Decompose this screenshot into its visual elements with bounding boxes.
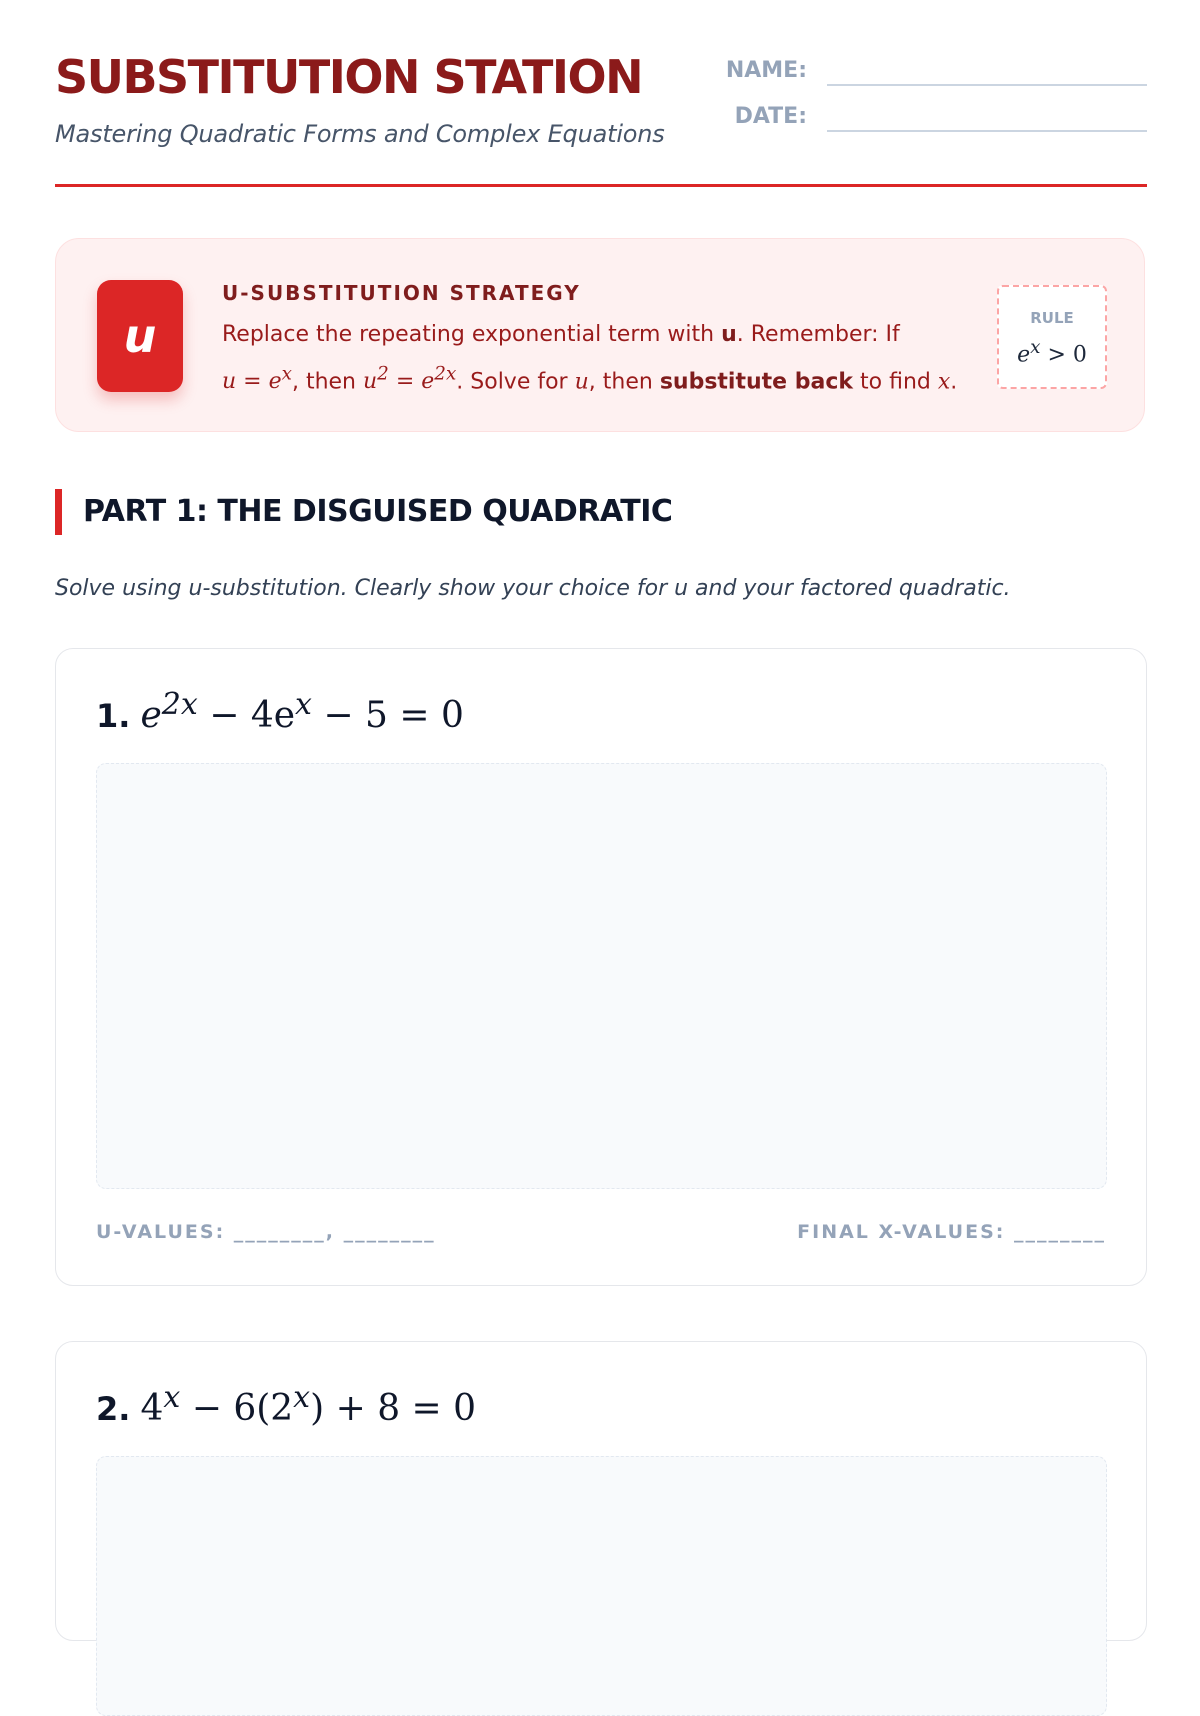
problem-card-1 <box>55 648 1147 1286</box>
strategy-text-7: . <box>950 369 958 395</box>
problem-2-equation <box>96 1380 476 1429</box>
problem-1-expression: $e^{2x} - 4e^x - 5 = 0$ <box>140 687 464 736</box>
problem-1-final-x-values: FINAL X-VALUES: ________ <box>797 1221 1106 1243</box>
math-u: u <box>574 369 589 395</box>
problem-2-work-area[interactable] <box>96 1456 1107 1716</box>
strategy-text-2: . Remember: If <box>736 322 900 347</box>
worksheet-subtitle: Mastering Quadratic Forms and Complex Equations <box>55 120 665 148</box>
date-field[interactable] <box>735 100 1147 134</box>
worksheet-title: SUBSTITUTION STATION <box>55 50 643 104</box>
problem-1-equation <box>96 687 464 736</box>
math-u-squared: $u^2 = e^{2x}$ <box>362 364 457 395</box>
name-label: NAME: <box>725 58 807 83</box>
strategy-text-4: . Solve for <box>456 369 575 395</box>
part-1-heading <box>55 489 672 535</box>
part-1-title: PART 1: THE DISGUISED QUADRATIC <box>83 494 673 529</box>
strategy-bold-substitute: substitute back <box>659 369 854 395</box>
strategy-callout <box>55 238 1145 432</box>
problem-1-number: 1. <box>96 697 131 735</box>
math-x: x <box>937 369 951 395</box>
math-u-equals-ex: $u = e^x$ <box>222 364 292 395</box>
problem-card-2 <box>55 1341 1147 1641</box>
name-field[interactable] <box>725 54 1147 88</box>
part-1-instructions: Solve using u-substitution. Clearly show your choice for u and your factored quadratic. <box>55 576 1011 601</box>
strategy-bold-u: u <box>721 322 737 347</box>
name-line[interactable] <box>827 84 1147 86</box>
strategy-text <box>222 315 982 402</box>
worksheet-page <box>55 0 1147 1429</box>
problem-1-u-values: U-VALUES: ________, ________ <box>96 1221 436 1243</box>
problem-2-number: 2. <box>96 1390 131 1428</box>
strategy-text-6: to find <box>853 369 938 395</box>
problem-2-expression: $4^x - 6(2^x) + 8 = 0$ <box>140 1380 477 1429</box>
date-line[interactable] <box>827 130 1147 132</box>
rule-box <box>997 285 1107 389</box>
rule-label: RULE <box>1030 309 1074 327</box>
rule-expression: $e^x > 0$ <box>1017 337 1087 368</box>
date-label: DATE: <box>734 104 807 129</box>
strategy-text-3: , then <box>291 369 363 395</box>
strategy-text-1: Replace the repeating exponential term with <box>222 322 722 347</box>
strategy-text-5: , then <box>588 369 660 395</box>
worksheet-header <box>55 0 1147 187</box>
problem-1-work-area[interactable] <box>96 763 1107 1189</box>
strategy-title: U-SUBSTITUTION STRATEGY <box>222 281 581 305</box>
u-badge-icon: u <box>97 280 183 392</box>
